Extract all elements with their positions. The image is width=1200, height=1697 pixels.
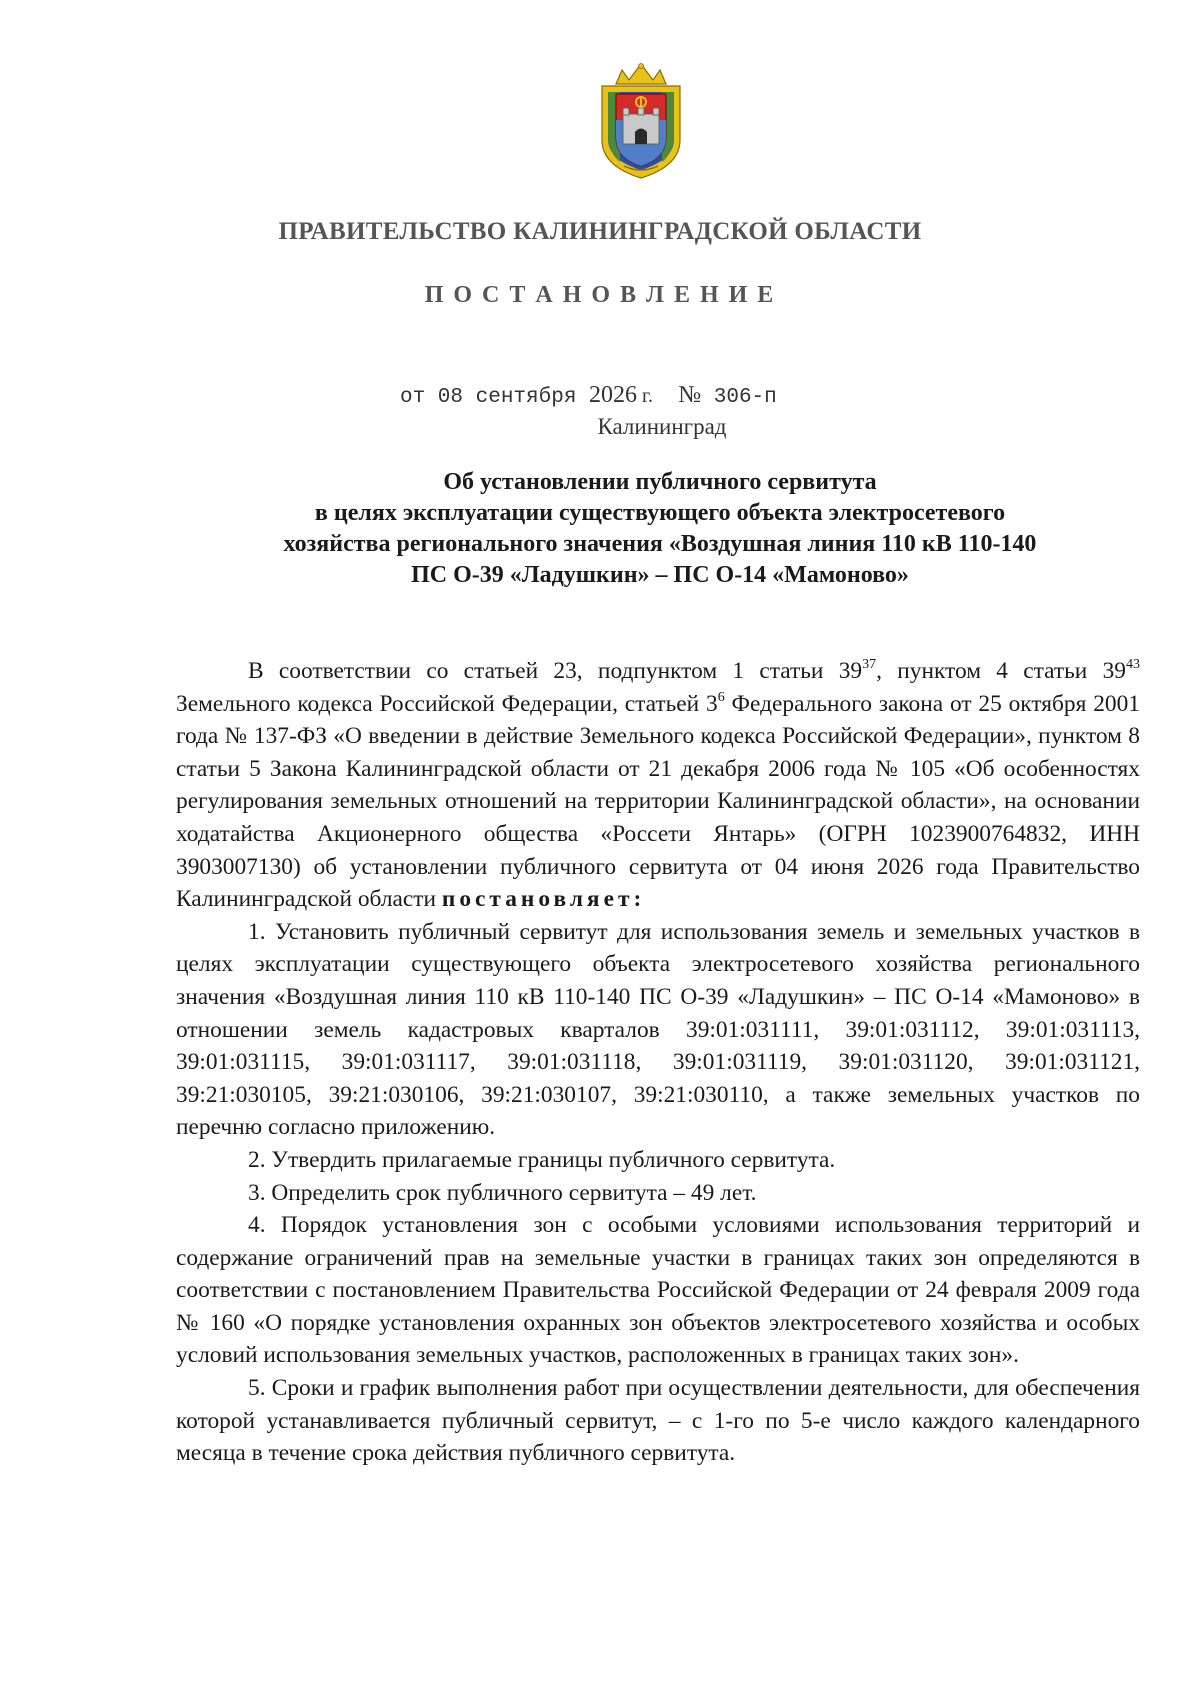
document-number: 306-п [713, 386, 777, 409]
document-type-heading [0, 282, 1200, 309]
title-line: в целях эксплуатации существующего объекта электросетевого [314, 500, 1006, 526]
preamble-text: , пунктом 4 статьи 39 [876, 658, 1126, 684]
preamble-text: Земельного кодекса Российской Федерации, статьей 3 [176, 690, 718, 717]
preamble-text: В соответствии со статьей 23, подпунктом 1 статьи 39 [248, 658, 863, 684]
document-body [176, 655, 1140, 1470]
superscript: 6 [717, 689, 725, 705]
item-paragraph: 3. Определить срок публичного сервитута – 49 лет. [248, 1179, 757, 1206]
item-paragraph: 2. Утвердить прилагаемые границы публичного сервитута. [248, 1146, 836, 1173]
document-type-text: П О С Т А Н О В Л Е Н И Е [424, 282, 776, 308]
item-paragraph: 1. Установить публичный сервитут для использования земель и земельных участков в целях эксплуатации существующего объекта электросетевого хозяйства регионального значения «Воздушная линия 110 кВ 110-140 ПС О-39 «Ладушкин» – ПС О-14 «Мамоново» в отношении земель кадастровых кварталов 39:01:031111, 39:01:031112, 39:01:031113, 39:01:031115, 39:01:031117, 39:01:031118, 39:01:031119, 39:01:031120, 39:01:031121, 39:21:030105, 39:21:030106, 39:21:030107, 39:21:030110, а также земельных участков по перечню согласно приложению. [176, 918, 1140, 1141]
title-line: Об установлении публичного сервитута [443, 469, 877, 495]
city-label: Калининград [597, 414, 727, 439]
preamble-text: Федерального закона от 25 октября 2001 года № 137-ФЗ «О введении в действие Земельного кодекса Российской Федерации», пунктом 8 статьи 5 Закона Калининградской области от 21 декабря 2006 года № 105 «Об особенностях регулирования земельных отношений на территории Калининградской области», на основании ходатайства Акционерного общества «Россети Янтарь» (ОГРН 1023900764832, ИНН 3903007130) об установлении публичного сервитута от 04 июня 2026 года Правительство Калининградской области [176, 690, 1140, 913]
date-year: 2026 [589, 382, 638, 408]
number-sign: № [678, 382, 702, 408]
decree-word: постановляет: [441, 886, 646, 913]
title-line: хозяйства регионального значения «Воздушная линия 110 кВ 110-140 [283, 531, 1037, 557]
coat-of-arms-icon [596, 62, 686, 180]
date-prefix: от 08 сентября [400, 386, 577, 409]
date-suffix: г. [642, 385, 653, 407]
organization-heading: ПРАВИТЕЛЬСТВО КАЛИНИНГРАДСКОЙ ОБЛАСТИ [278, 218, 922, 245]
superscript: 37 [862, 657, 877, 672]
document-title [200, 467, 1120, 591]
preamble-paragraph [176, 655, 1140, 916]
title-line: ПС О-39 «Ладушкин» – ПС О-14 «Мамоново» [411, 562, 909, 588]
item-paragraph: 4. Порядок установления зон с особыми условиями использования территорий и содержание ограничений прав на земельные участки в границах таких зон определяются в соответствии с постановлением Правительства Российской Федерации от 24 февраля 2009 года № 160 «О порядке установления охранных зон объектов электросетевого хозяйства и особых условий использования земельных участков, расположенных в границах таких зон». [176, 1212, 1140, 1369]
superscript: 43 [1126, 657, 1140, 672]
date-number-line [400, 382, 777, 409]
item-paragraph: 5. Сроки и график выполнения работ при осуществлении деятельности, для обеспечения которой устанавливается публичный сервитут, – с 1-го по 5-е число каждого календарного месяца в течение срока действия публичного сервитута. [176, 1375, 1140, 1467]
